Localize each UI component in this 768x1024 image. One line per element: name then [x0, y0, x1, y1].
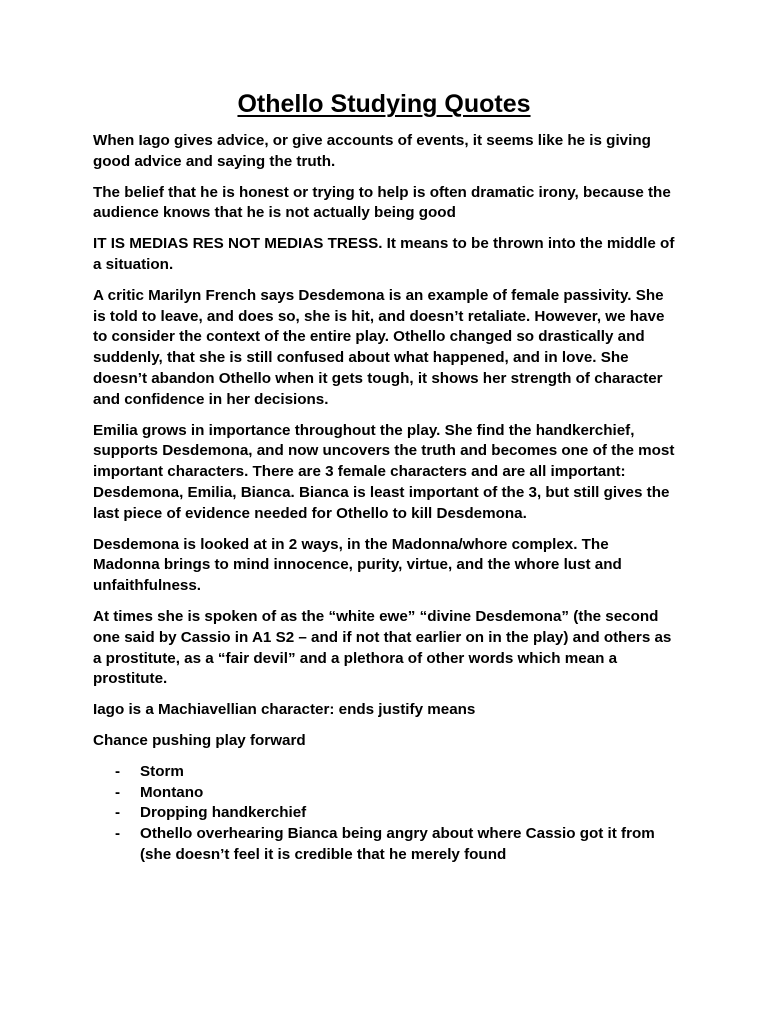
document-body	[93, 131, 678, 866]
chance-bullet-list	[93, 762, 678, 866]
paragraph-madonna-whore: Desdemona is looked at in 2 ways, in the Madonna/whore complex. The Madonna brings to mind innocence, purity, virtue, and the whore lust and unfaithfulness.	[93, 535, 622, 595]
paragraph-female-passivity: A critic Marilyn French says Desdemona is an example of female passivity. She is told to leave, and does so, she is hit, and doesn’t retaliate. However, we have to consider the context of the entire play. Othello changed so drastically and suddenly, that she is still confused about what happened, and in love. She doesn’t abandon Othello when it gets tough, it shows her strength of character and confidence in her decisions.	[93, 286, 665, 408]
list-item	[93, 803, 678, 824]
document-title: Othello Studying Quotes	[237, 90, 531, 118]
bullet-dash: -	[115, 783, 121, 801]
list-item	[93, 762, 678, 783]
list-item	[93, 824, 678, 866]
paragraph-white-ewe: At times she is spoken of as the “white ewe” “divine Desdemona” (the second one said by Cassio in A1 S2 – and if not that earlier on in the play) and others as a prostitute, as a “fair devil” and a plethora of other words which mean a prostitute.	[93, 607, 672, 688]
paragraph-dramatic-irony: The belief that he is honest or trying to help is often dramatic irony, because the audience knows that he is not actually being good	[93, 183, 671, 222]
bullet-dash: -	[115, 804, 121, 822]
paragraph-machiavellian: Iago is a Machiavellian character: ends justify means	[93, 701, 476, 719]
list-item-text: Storm	[140, 762, 184, 780]
paragraph-iago-advice: When Iago gives advice, or give accounts of events, it seems like he is giving good advice and saying the truth.	[93, 132, 651, 170]
list-item	[93, 783, 678, 804]
list-item-text: Dropping handkerchief	[140, 804, 307, 822]
bullet-dash: -	[115, 825, 121, 843]
list-item-text: Othello overhearing Bianca being angry about where Cassio got it from (she doesn’t feel it is credible that he merely found	[140, 825, 655, 863]
paragraph-chance: Chance pushing play forward	[93, 731, 306, 749]
paragraph-emilia: Emilia grows in importance throughout the play. She find the handkerchief, supports Desdemona, and now uncovers the truth and becomes one of the most important characters. There are 3 female characters and are all important: Desdemona, Emilia, Bianca. Bianca is least important of the 3, but still gives the last piece of evidence needed for Othello to kill Desdemona.	[93, 421, 675, 522]
paragraph-medias-res: IT IS MEDIAS RES NOT MEDIAS TRESS. It means to be thrown into the middle of a situation.	[93, 235, 675, 273]
bullet-dash: -	[115, 762, 121, 780]
list-item-text: Montano	[140, 783, 204, 801]
